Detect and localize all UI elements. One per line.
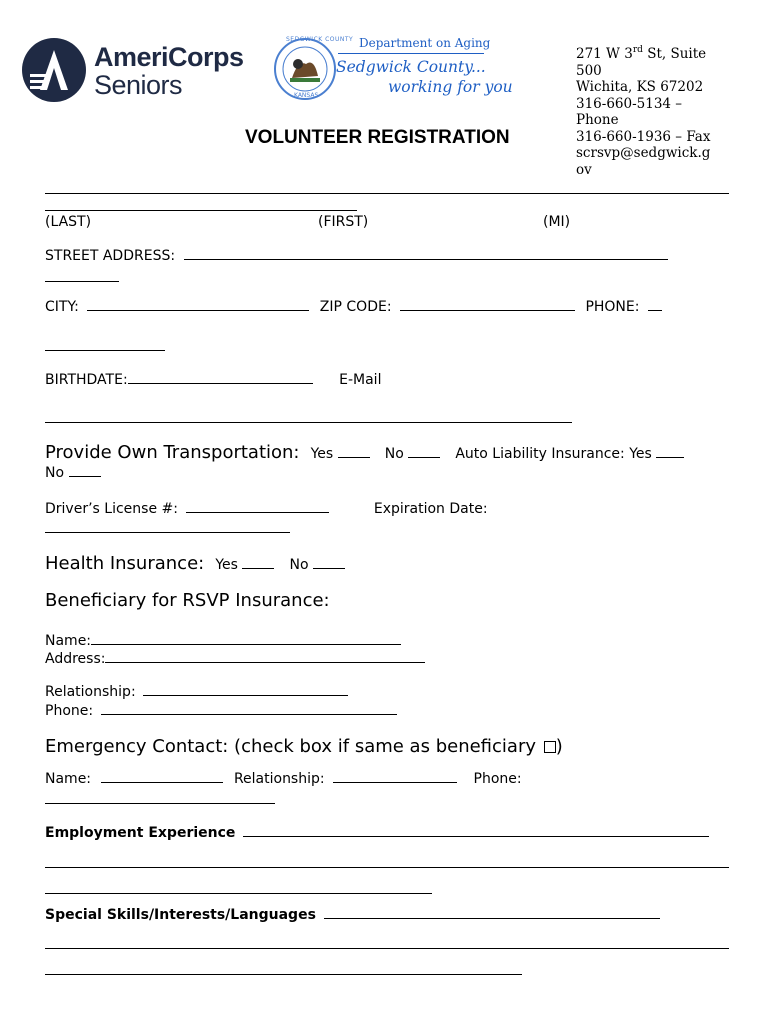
label-zip: ZIP CODE: (319, 299, 392, 315)
skills-field-line-3[interactable] (45, 974, 522, 975)
city-zip-phone-row (45, 299, 662, 316)
emergency-title-text: Emergency Contact: (check box if same as beneficiary (45, 736, 536, 757)
skills-row (45, 907, 660, 924)
emergency-contact-title (45, 736, 563, 758)
auto-no-label: No (45, 465, 65, 481)
label-beneficiary-relationship: Relationship: (45, 684, 136, 700)
sedgwick-county-seal-icon (274, 38, 336, 100)
label-employment: Employment Experience (45, 825, 236, 841)
americorps-wordmark-line2: Seniors (94, 70, 183, 100)
sedgwick-logo (274, 36, 513, 104)
label-birthdate: BIRTHDATE: (45, 372, 128, 388)
seal-text-bottom: KANSAS (294, 92, 319, 99)
address-line-4: 316-660-5134 – (576, 95, 683, 112)
label-emergency-phone: Phone: (473, 771, 522, 787)
label-first: (FIRST) (318, 214, 369, 230)
health-no-label: No (289, 557, 309, 573)
zip-field[interactable] (400, 299, 575, 311)
sedgwick-county-name: Sedgwick County... (336, 58, 486, 76)
address-line-2: 500 (576, 62, 602, 79)
label-city: CITY: (45, 299, 79, 315)
birthdate-field[interactable] (128, 372, 313, 384)
street-address-row (45, 248, 668, 265)
label-last: (LAST) (45, 214, 92, 230)
drivers-license-row (45, 501, 488, 518)
beneficiary-phone-row (45, 703, 397, 720)
label-expiration: Expiration Date: (373, 501, 488, 517)
name-line-short[interactable] (45, 210, 357, 211)
emergency-relationship-field[interactable] (333, 771, 457, 783)
address-line-3: Wichita, KS 67202 (576, 79, 704, 95)
same-as-beneficiary-checkbox[interactable] (544, 741, 556, 753)
email-field[interactable] (45, 422, 572, 423)
transport-yes-label: Yes (310, 446, 334, 462)
americorps-a-mark-icon (22, 38, 86, 102)
label-email: E-Mail (339, 372, 382, 388)
address-line-7: scrsvp@sedgwick.g (576, 145, 711, 161)
transport-no-label: No (384, 446, 404, 462)
address-line-5: Phone (576, 112, 619, 128)
auto-no-field[interactable] (69, 465, 101, 477)
label-mi: (MI) (543, 214, 571, 230)
phone-field[interactable] (648, 299, 662, 311)
employment-field-line-2[interactable] (45, 867, 729, 868)
emergency-title-close: ) (555, 736, 563, 757)
emergency-contact-row (45, 771, 522, 788)
seal-text-top: SEDGWICK COUNTY (286, 36, 354, 43)
office-address-block (576, 42, 710, 178)
employment-field-line-3[interactable] (45, 893, 432, 894)
sedgwick-tagline: working for you (388, 78, 513, 96)
americorps-logo (22, 38, 257, 106)
americorps-wordmark-line1: AmeriCorps (94, 42, 244, 72)
drivers-license-field[interactable] (186, 501, 329, 513)
auto-yes-label: Yes (629, 446, 652, 462)
address-line-8: ov (576, 161, 592, 178)
label-skills: Special Skills/Interests/Languages (45, 907, 316, 923)
beneficiary-name-field[interactable] (91, 633, 401, 645)
beneficiary-address-row (45, 651, 425, 668)
sedgwick-department: Department on Aging (359, 36, 491, 50)
health-insurance-row (45, 553, 345, 575)
health-no-field[interactable] (313, 557, 345, 569)
label-phone: PHONE: (585, 299, 640, 315)
beneficiary-title: Beneficiary for RSVP Insurance: (45, 590, 330, 611)
label-beneficiary-phone: Phone: (45, 703, 94, 719)
health-yes-field[interactable] (242, 557, 274, 569)
employment-field[interactable] (243, 825, 709, 837)
beneficiary-address-field[interactable] (105, 651, 425, 663)
skills-field-line-2[interactable] (45, 948, 729, 949)
name-line-full[interactable] (45, 193, 729, 194)
beneficiary-name-row (45, 633, 401, 650)
birthdate-row (45, 372, 381, 389)
label-drivers-license: Driver’s License #: (45, 501, 178, 517)
expiration-date-field[interactable] (45, 532, 290, 533)
street-address-field[interactable] (184, 248, 668, 260)
page-title: VOLUNTEER REGISTRATION (245, 127, 510, 148)
label-emergency-name: Name: (45, 771, 92, 787)
health-yes-label: Yes (215, 557, 238, 573)
phone-field-cont[interactable] (45, 350, 165, 351)
beneficiary-phone-field[interactable] (101, 703, 397, 715)
street-address-field-cont[interactable] (45, 281, 119, 282)
label-street: STREET ADDRESS: (45, 248, 176, 264)
transport-yes-field[interactable] (338, 446, 370, 458)
emergency-name-field[interactable] (101, 771, 223, 783)
label-beneficiary-address: Address: (45, 651, 106, 667)
label-beneficiary-name: Name: (45, 633, 92, 649)
label-auto-liability: Auto Liability Insurance: (455, 446, 625, 462)
auto-yes-field[interactable] (656, 446, 684, 458)
label-emergency-relationship: Relationship: (233, 771, 325, 787)
address-line-6: 316-660-1936 – Fax (576, 128, 711, 145)
beneficiary-relationship-field[interactable] (143, 684, 348, 696)
beneficiary-relationship-row (45, 684, 348, 701)
transport-no-field[interactable] (408, 446, 440, 458)
city-field[interactable] (87, 299, 309, 311)
label-transportation: Provide Own Transportation: (45, 442, 300, 463)
label-health-insurance: Health Insurance: (45, 553, 205, 574)
address-line-1: 271 W 3rd St, Suite (576, 45, 707, 62)
skills-field[interactable] (324, 907, 660, 919)
emergency-phone-field[interactable] (45, 803, 275, 804)
transportation-row (45, 442, 684, 464)
employment-row (45, 825, 709, 842)
